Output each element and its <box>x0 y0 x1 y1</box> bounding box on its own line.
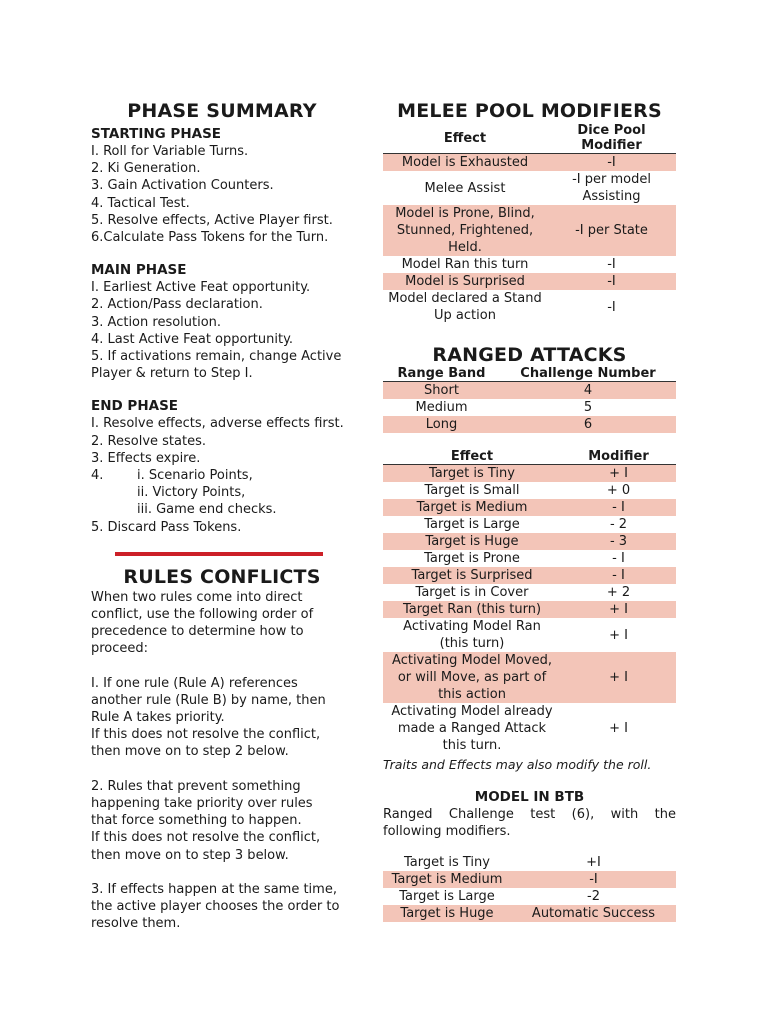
text-line: 5. Resolve effects, Active Player first. <box>91 212 333 228</box>
step4-number: 4. <box>91 468 104 484</box>
rules-conflicts-title: RULES CONFLICTS <box>123 565 321 588</box>
melee-modifier-line: -I per model <box>572 172 651 187</box>
text-line: 5. If activations remain, change Active <box>91 349 342 365</box>
melee-title: MELEE POOL MODIFIERS <box>397 100 662 122</box>
ranged-effect <box>383 499 561 516</box>
melee-effect-line: Model is Prone, Blind, <box>395 206 535 221</box>
challenge-number: 4 <box>500 382 676 400</box>
text-line: another rule (Rule B) by name, then <box>91 692 326 708</box>
melee-effect <box>383 273 547 290</box>
btb-modifier: +I <box>586 855 601 871</box>
range-band-table <box>383 366 676 433</box>
melee-modifier <box>547 154 676 172</box>
ranged-mod-row <box>383 533 676 550</box>
text-line: I. Resolve effects, adverse effects first. <box>91 416 344 432</box>
melee-row <box>383 171 676 205</box>
range-band-row <box>383 399 676 416</box>
ranged-effect <box>383 482 561 499</box>
range-band-rows <box>383 382 676 434</box>
melee-effect-line: Melee Assist <box>424 180 506 196</box>
text-line: 3. Action resolution. <box>91 314 222 330</box>
ranged-modifier: - I <box>561 499 676 516</box>
range-header-band: Range Band <box>397 366 486 381</box>
text-line: I. Roll for Variable Turns. <box>91 144 249 159</box>
ranged-note: Traits and Effects may also modify the roll. <box>383 757 652 772</box>
text-line: 4. Tactical Test. <box>91 195 190 211</box>
btb-modifier: -2 <box>587 889 600 905</box>
ranged-effect-line: made a Ranged Attack <box>397 721 547 736</box>
btb-row <box>383 905 676 922</box>
text-line: happening take priority over rules <box>91 795 313 811</box>
ranged-effect <box>383 516 561 533</box>
ranged-mod-header-effect: Effect <box>450 449 494 464</box>
main-phase-title: MAIN PHASE <box>91 262 187 279</box>
melee-effect-line: Model is Surprised <box>405 274 525 289</box>
btb-title: MODEL IN BTB <box>474 789 585 805</box>
btb-table <box>383 854 676 922</box>
text-line: that force something to happen. <box>91 813 302 829</box>
ranged-effect-line: Activating Model already <box>391 704 553 719</box>
melee-row <box>383 256 676 273</box>
ranged-effect-line: Target is Prone <box>424 551 520 566</box>
text-line: i. Scenario Points, <box>137 468 253 484</box>
text-line: iii. Game end checks. <box>137 502 277 518</box>
text-line: ii. Victory Points, <box>137 485 246 501</box>
range-band: Short <box>383 382 500 400</box>
ranged-effect <box>383 533 561 550</box>
ranged-effect <box>383 567 561 584</box>
melee-effect-line: Stunned, Frightened, <box>396 223 534 238</box>
end-phase-step4 <box>91 467 353 519</box>
ranged-modifier: + I <box>561 652 676 703</box>
melee-modifier <box>547 273 676 290</box>
end-phase-section <box>91 398 353 535</box>
rules-conflicts-step3 <box>91 881 353 933</box>
text-line: 3. Effects expire. <box>91 450 201 466</box>
melee-modifier <box>547 171 676 205</box>
ranged-modifier: + 2 <box>606 585 631 600</box>
ranged-modifier: + I <box>609 627 628 643</box>
starting-phase-steps <box>91 143 353 246</box>
btb-effect: Target is Large <box>399 889 495 905</box>
ranged-mod-row <box>383 499 676 516</box>
btb-rows <box>383 854 676 922</box>
range-band: Long <box>383 416 500 433</box>
starting-phase-title: STARTING PHASE <box>91 126 222 142</box>
rules-conflicts-step1 <box>91 675 353 761</box>
range-band-row <box>383 416 676 433</box>
range-band: Medium <box>415 400 468 415</box>
melee-modifier <box>547 205 676 256</box>
ranged-effect-line: (this turn) <box>439 636 505 651</box>
range-header-cn: Challenge Number <box>520 366 656 381</box>
ranged-modifier-table <box>383 449 676 754</box>
ranged-mod-row <box>383 516 676 533</box>
melee-effect-line: Held. <box>448 240 482 255</box>
ranged-mod-row <box>383 703 676 754</box>
text-line: 2. Resolve states. <box>91 433 206 449</box>
text-line: then move on to step 2 below. <box>91 744 289 760</box>
ranged-modifier: + I <box>561 465 676 483</box>
melee-effect <box>383 256 547 273</box>
end-phase-title: END PHASE <box>91 398 179 415</box>
melee-row <box>383 154 676 172</box>
challenge-number: 5 <box>583 400 593 415</box>
text-line: precedence to determine how to <box>91 624 304 640</box>
ranged-mod-header-row <box>383 449 676 465</box>
melee-modifier-line: -I <box>607 155 616 170</box>
melee-effect <box>383 154 547 172</box>
ranged-effect-line: or will Move, as part of <box>397 670 547 685</box>
ranged-effect-line: Target is in Cover <box>415 585 529 600</box>
end-phase-last-step: 5. Discard Pass Tokens. <box>91 519 242 535</box>
text-line: Player & return to Step I. <box>91 366 253 382</box>
ranged-modifier: + I <box>609 721 628 736</box>
ranged-effect <box>383 652 561 703</box>
melee-modifier-line: -I <box>607 257 616 272</box>
text-line: If this does not resolve the conflict, <box>91 830 321 846</box>
text-line: I. If one rule (Rule A) references <box>91 675 298 691</box>
ranged-mod-row <box>383 567 676 584</box>
melee-table <box>383 123 676 324</box>
rules-conflicts-intro <box>91 589 353 658</box>
ranged-mod-row <box>383 465 676 483</box>
ranged-effect <box>383 584 561 601</box>
section-divider <box>115 552 323 556</box>
ranged-modifier: - I <box>612 551 625 566</box>
melee-header-row <box>383 123 676 154</box>
melee-effect <box>383 171 547 205</box>
ranged-effect-line: Target is Tiny <box>429 466 515 481</box>
melee-header-modifier: Dice Pool Modifier <box>577 123 646 153</box>
btb-row <box>383 854 676 871</box>
melee-effect-line: Up action <box>434 308 496 323</box>
text-line: proceed: <box>91 641 149 657</box>
ranged-mod-row <box>383 482 676 499</box>
ranged-effect-line: Target Ran (this turn) <box>402 602 542 617</box>
ranged-mod-row <box>383 618 676 652</box>
btb-effect: Target is Tiny <box>404 855 490 871</box>
text-line: 3. If effects happen at the same time, <box>91 881 337 897</box>
text-line: 4. Last Active Feat opportunity. <box>91 331 294 347</box>
ranged-effect-line: this action <box>438 687 506 702</box>
text-line: Rule A takes priority. <box>91 710 225 726</box>
melee-effect-line: Model declared a Stand <box>388 291 542 306</box>
ranged-effect-line: Target is Huge <box>425 534 519 549</box>
ranged-mod-header-modifier: Modifier <box>588 449 649 464</box>
ranged-effect-line: Activating Model Ran <box>403 619 541 634</box>
melee-effect <box>383 290 547 324</box>
btb-modifier: -I <box>511 871 676 888</box>
melee-rows <box>383 154 676 325</box>
melee-modifier-line: -I <box>607 299 616 315</box>
text-line: I. Earliest Active Feat opportunity. <box>91 280 311 296</box>
ranged-modifier: + 0 <box>606 483 631 498</box>
ranged-title: RANGED ATTACKS <box>432 344 627 366</box>
step4-items <box>137 467 277 519</box>
text-line: 2. Ki Generation. <box>91 161 201 177</box>
btb-modifier: Automatic Success <box>511 905 676 922</box>
ranged-mod-rows <box>383 465 676 755</box>
ranged-effect <box>383 465 561 483</box>
main-phase-steps <box>91 279 353 382</box>
text-line: If this does not resolve the conflict, <box>91 727 321 743</box>
text-line: 3. Gain Activation Counters. <box>91 178 274 194</box>
left-column <box>91 96 353 932</box>
ranged-mod-row <box>383 652 676 703</box>
ranged-mod-row <box>383 584 676 601</box>
challenge-number: 6 <box>500 416 676 433</box>
ranged-effect-line: this turn. <box>442 738 502 753</box>
right-column <box>383 96 676 922</box>
ranged-modifier: - 3 <box>561 533 676 550</box>
text-line: 2. Action/Pass declaration. <box>91 297 263 313</box>
ranged-modifier: + I <box>561 601 676 618</box>
text-line: conflict, use the following order of <box>91 607 314 623</box>
ranged-mod-row <box>383 550 676 567</box>
ranged-effect-line: Target is Small <box>424 483 520 498</box>
text-line: the active player chooses the order to <box>91 898 340 914</box>
melee-modifier-line: -I <box>607 274 616 289</box>
main-phase-section <box>91 262 353 382</box>
text-line: then move on to step 3 below. <box>91 847 289 863</box>
rules-conflicts-section <box>91 566 353 932</box>
melee-modifier <box>547 256 676 273</box>
ranged-modifier: - I <box>561 567 676 584</box>
text-line: 6.Calculate Pass Tokens for the Turn. <box>91 230 329 246</box>
ranged-effect <box>383 601 561 618</box>
ranged-mod-row <box>383 601 676 618</box>
end-phase-steps <box>91 415 353 467</box>
melee-row <box>383 205 676 256</box>
btb-effect: Target is Huge <box>383 905 511 922</box>
ranged-effect <box>383 703 561 754</box>
rules-conflicts-step2 <box>91 778 353 864</box>
text-line: 2. Rules that prevent something <box>91 778 301 794</box>
melee-effect <box>383 205 547 256</box>
phase-summary-title: PHASE SUMMARY <box>127 100 317 122</box>
ranged-effect-line: Target is Large <box>424 517 520 532</box>
range-header-row <box>383 366 676 382</box>
btb-row <box>383 888 676 905</box>
melee-effect-line: Model is Exhausted <box>401 155 529 170</box>
btb-intro: Ranged Challenge test (6), with the following modifiers. <box>383 807 676 840</box>
ranged-effect-line: Activating Model Moved, <box>392 653 552 668</box>
starting-phase-section <box>91 126 353 246</box>
melee-modifier-line: -I per State <box>575 223 648 238</box>
melee-effect-line: Model Ran this turn <box>401 257 529 272</box>
melee-modifier <box>547 290 676 324</box>
melee-row <box>383 273 676 290</box>
btb-effect: Target is Medium <box>383 871 511 888</box>
melee-modifier-line: Assisting <box>582 189 641 204</box>
ranged-effect <box>383 550 561 567</box>
ranged-effect-line: Target is Surprised <box>411 568 533 583</box>
text-line: When two rules come into direct <box>91 589 303 605</box>
ranged-modifier: - 2 <box>609 517 628 532</box>
ranged-effect-line: Target is Medium <box>416 500 528 515</box>
range-band-row <box>383 382 676 400</box>
melee-row <box>383 290 676 324</box>
ranged-effect <box>383 618 561 652</box>
text-line: resolve them. <box>91 916 181 932</box>
melee-header-effect: Effect <box>443 130 487 146</box>
btb-row <box>383 871 676 888</box>
